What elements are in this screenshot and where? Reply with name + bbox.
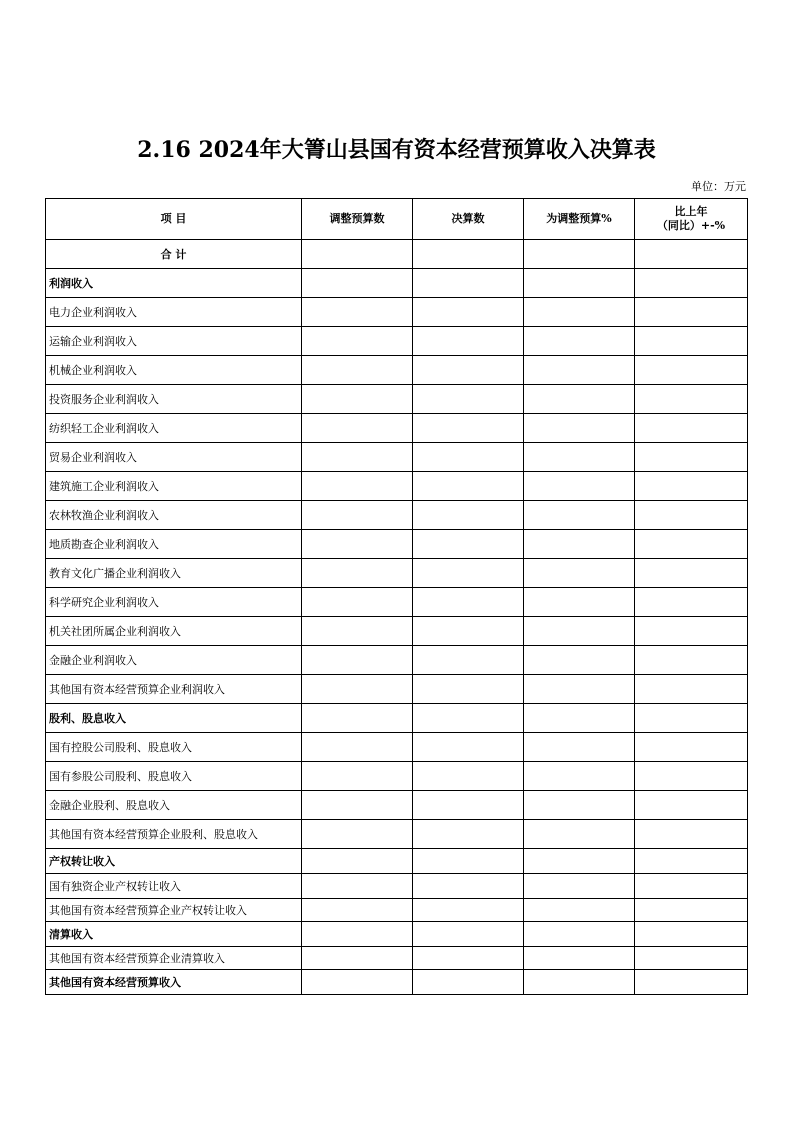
row-value-cell [524, 269, 635, 298]
row-value-cell [635, 414, 748, 443]
row-value-cell [635, 327, 748, 356]
column-header-adjusted-budget: 调整预算数 [302, 199, 413, 240]
table-row [46, 874, 748, 899]
table-row [46, 849, 748, 874]
row-value-cell [413, 675, 524, 704]
row-value-cell [413, 646, 524, 675]
row-value-cell [635, 820, 748, 849]
row-value-cell [413, 240, 524, 269]
row-value-cell [413, 501, 524, 530]
row-value-cell [413, 298, 524, 327]
row-label: 教育文化广播企业利润收入 [46, 559, 302, 588]
row-value-cell [413, 874, 524, 899]
table-row [46, 327, 748, 356]
row-value-cell [635, 947, 748, 970]
row-value-cell [302, 646, 413, 675]
row-value-cell [302, 791, 413, 820]
row-value-cell [524, 588, 635, 617]
row-value-cell [302, 356, 413, 385]
row-value-cell [413, 704, 524, 733]
revenue-table [45, 198, 748, 995]
row-value-cell [302, 704, 413, 733]
row-label: 清算收入 [46, 922, 302, 947]
row-label: 股利、股息收入 [46, 704, 302, 733]
row-label: 其他国有资本经营预算企业清算收入 [46, 947, 302, 970]
table-row [46, 922, 748, 947]
row-value-cell [635, 443, 748, 472]
row-value-cell [413, 733, 524, 762]
row-label: 纺织轻工企业利润收入 [46, 414, 302, 443]
row-value-cell [302, 385, 413, 414]
row-value-cell [302, 240, 413, 269]
row-value-cell [302, 617, 413, 646]
row-value-cell [302, 970, 413, 995]
row-value-cell [635, 970, 748, 995]
row-label: 其他国有资本经营预算企业利润收入 [46, 675, 302, 704]
row-value-cell [302, 733, 413, 762]
unit-label: 单位：万元 [691, 180, 746, 193]
table-row [46, 269, 748, 298]
row-value-cell [524, 385, 635, 414]
row-value-cell [413, 443, 524, 472]
row-value-cell [413, 559, 524, 588]
row-value-cell [302, 501, 413, 530]
row-label: 机械企业利润收入 [46, 356, 302, 385]
row-value-cell [635, 501, 748, 530]
table-row [46, 530, 748, 559]
row-value-cell [302, 849, 413, 874]
row-value-cell [413, 530, 524, 559]
row-value-cell [302, 588, 413, 617]
row-value-cell [635, 733, 748, 762]
table-row [46, 762, 748, 791]
row-value-cell [524, 501, 635, 530]
row-value-cell [524, 298, 635, 327]
row-label: 金融企业股利、股息收入 [46, 791, 302, 820]
row-value-cell [302, 327, 413, 356]
row-label: 贸易企业利润收入 [46, 443, 302, 472]
table-row [46, 675, 748, 704]
row-value-cell [302, 414, 413, 443]
table-row [46, 646, 748, 675]
row-label: 合 计 [46, 240, 302, 269]
row-label: 科学研究企业利润收入 [46, 588, 302, 617]
table-row [46, 970, 748, 995]
row-value-cell [302, 922, 413, 947]
row-value-cell [413, 385, 524, 414]
row-label: 国有控股公司股利、股息收入 [46, 733, 302, 762]
row-value-cell [635, 472, 748, 501]
row-value-cell [635, 356, 748, 385]
row-value-cell [635, 791, 748, 820]
row-value-cell [524, 874, 635, 899]
column-header-item: 项 目 [46, 199, 302, 240]
row-label: 利润收入 [46, 269, 302, 298]
row-value-cell [302, 472, 413, 501]
row-value-cell [635, 530, 748, 559]
table-row [46, 704, 748, 733]
row-value-cell [524, 791, 635, 820]
row-label: 其他国有资本经营预算企业产权转让收入 [46, 899, 302, 922]
row-value-cell [413, 820, 524, 849]
row-label: 建筑施工企业利润收入 [46, 472, 302, 501]
row-value-cell [524, 414, 635, 443]
row-value-cell [635, 298, 748, 327]
row-label: 金融企业利润收入 [46, 646, 302, 675]
row-value-cell [413, 970, 524, 995]
row-value-cell [635, 675, 748, 704]
row-value-cell [302, 820, 413, 849]
row-value-cell [635, 849, 748, 874]
row-value-cell [524, 733, 635, 762]
table-row [46, 443, 748, 472]
row-value-cell [635, 762, 748, 791]
row-value-cell [302, 762, 413, 791]
row-value-cell [524, 646, 635, 675]
row-value-cell [524, 970, 635, 995]
row-label: 机关社团所属企业利润收入 [46, 617, 302, 646]
row-value-cell [413, 414, 524, 443]
page-title: 2.16 2024年大箐山县国有资本经营预算收入决算表 [137, 137, 656, 163]
row-value-cell [413, 472, 524, 501]
row-value-cell [524, 849, 635, 874]
row-value-cell [524, 762, 635, 791]
table-row [46, 356, 748, 385]
column-header-yoy-change: 比上年 （同比）+-% [635, 199, 748, 240]
row-label: 国有参股公司股利、股息收入 [46, 762, 302, 791]
table-row [46, 298, 748, 327]
row-value-cell [524, 704, 635, 733]
row-value-cell [413, 327, 524, 356]
column-header-percent-of-budget: 为调整预算% [524, 199, 635, 240]
row-label: 投资服务企业利润收入 [46, 385, 302, 414]
row-value-cell [635, 385, 748, 414]
row-value-cell [302, 269, 413, 298]
table-row [46, 240, 748, 269]
table-row [46, 472, 748, 501]
row-value-cell [413, 588, 524, 617]
row-value-cell [302, 899, 413, 922]
row-label: 产权转让收入 [46, 849, 302, 874]
table-row [46, 791, 748, 820]
row-value-cell [635, 704, 748, 733]
row-value-cell [524, 899, 635, 922]
table-row [46, 385, 748, 414]
column-header-final-account: 决算数 [413, 199, 524, 240]
row-value-cell [524, 530, 635, 559]
row-value-cell [635, 588, 748, 617]
row-value-cell [302, 530, 413, 559]
row-value-cell [524, 472, 635, 501]
row-value-cell [635, 874, 748, 899]
row-value-cell [302, 947, 413, 970]
row-value-cell [302, 675, 413, 704]
row-value-cell [524, 820, 635, 849]
row-value-cell [635, 240, 748, 269]
row-value-cell [524, 947, 635, 970]
row-value-cell [635, 646, 748, 675]
row-value-cell [524, 356, 635, 385]
row-value-cell [302, 559, 413, 588]
row-value-cell [413, 899, 524, 922]
table-row [46, 947, 748, 970]
row-value-cell [524, 327, 635, 356]
table-row [46, 820, 748, 849]
table-header-row [46, 199, 748, 240]
row-value-cell [524, 617, 635, 646]
row-value-cell [524, 559, 635, 588]
table-row [46, 501, 748, 530]
row-value-cell [524, 922, 635, 947]
row-value-cell [413, 791, 524, 820]
row-label: 其他国有资本经营预算企业股利、股息收入 [46, 820, 302, 849]
row-value-cell [524, 443, 635, 472]
row-value-cell [413, 617, 524, 646]
table-row [46, 588, 748, 617]
row-label: 运输企业利润收入 [46, 327, 302, 356]
row-value-cell [635, 899, 748, 922]
table-row [46, 559, 748, 588]
table-row [46, 733, 748, 762]
row-value-cell [524, 675, 635, 704]
row-value-cell [635, 922, 748, 947]
row-value-cell [302, 298, 413, 327]
row-label: 其他国有资本经营预算收入 [46, 970, 302, 995]
row-value-cell [413, 922, 524, 947]
table-row [46, 414, 748, 443]
row-label: 国有独资企业产权转让收入 [46, 874, 302, 899]
table-row [46, 899, 748, 922]
row-value-cell [635, 559, 748, 588]
row-value-cell [413, 269, 524, 298]
row-label: 农林牧渔企业利润收入 [46, 501, 302, 530]
row-label: 地质勘查企业利润收入 [46, 530, 302, 559]
row-value-cell [413, 762, 524, 791]
row-value-cell [302, 874, 413, 899]
row-value-cell [302, 443, 413, 472]
row-value-cell [413, 849, 524, 874]
table-row [46, 617, 748, 646]
row-value-cell [413, 356, 524, 385]
row-label: 电力企业利润收入 [46, 298, 302, 327]
row-value-cell [413, 947, 524, 970]
row-value-cell [635, 269, 748, 298]
row-value-cell [635, 617, 748, 646]
row-value-cell [524, 240, 635, 269]
